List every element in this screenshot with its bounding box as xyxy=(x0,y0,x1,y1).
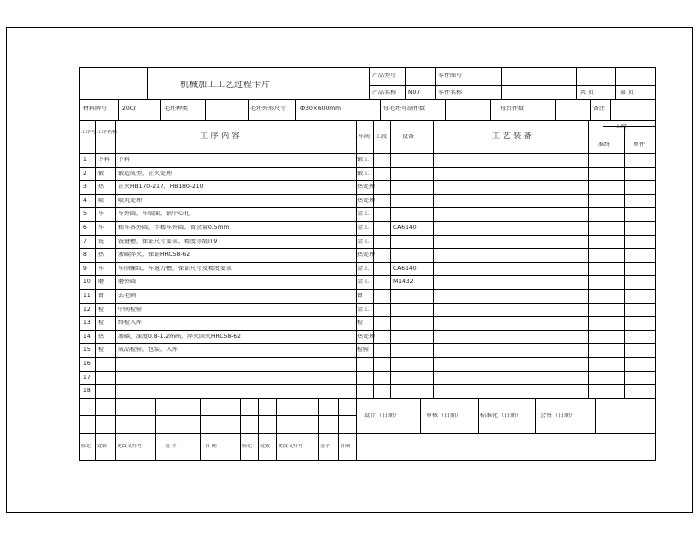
sheet-no-label: 第 页 xyxy=(620,90,634,96)
rule xyxy=(435,68,436,99)
material-value: 20Cr xyxy=(122,106,137,112)
rule xyxy=(95,398,96,461)
product-name-label: 产品名称 xyxy=(372,90,397,96)
table-cell-workshop: 热处理 xyxy=(357,184,376,190)
rule xyxy=(276,398,277,461)
rule xyxy=(160,99,161,120)
rule xyxy=(318,398,319,461)
table-cell-op-content: 喷丸处理 xyxy=(118,198,143,204)
rule xyxy=(420,398,421,433)
rule xyxy=(80,415,356,416)
remarks-label: 备注 xyxy=(593,106,606,112)
rule xyxy=(258,398,259,461)
table-cell-op-no: 10 xyxy=(83,279,91,285)
sign-date-label: 会签（日期） xyxy=(540,413,577,419)
row-rule xyxy=(80,330,656,331)
table-cell-workshop: 锻工 xyxy=(357,157,370,163)
rule xyxy=(205,99,206,120)
rule xyxy=(610,99,611,120)
standard-date-label: 标准化（日期） xyxy=(480,413,523,419)
table-cell-op-content: 车削螺纹，车退刀槽，保证尺寸及精度要求 xyxy=(118,266,233,272)
rule xyxy=(80,153,656,154)
table-cell-op-name: 检 xyxy=(98,347,105,353)
row-rule xyxy=(80,221,656,222)
table-cell-op-content: 磨外圆 xyxy=(118,279,137,285)
table-cell-op-content: 粗车各外圆，半精车外圆，留余量0.5mm xyxy=(118,225,230,231)
table-cell-op-name: 热 xyxy=(98,334,105,340)
table-cell-op-no: 12 xyxy=(83,307,91,313)
table-cell-op-name: 热 xyxy=(98,252,105,258)
row-rule xyxy=(80,180,656,181)
material-label: 材料牌号 xyxy=(83,106,108,112)
table-cell-equipment: CA6140 xyxy=(393,266,417,272)
rule xyxy=(490,99,491,120)
process-card xyxy=(79,67,656,461)
row-rule xyxy=(80,343,656,344)
rule xyxy=(369,68,370,99)
product-model-label: 产品型号 xyxy=(372,73,397,79)
col-workshop: 车间 xyxy=(358,134,371,140)
table-cell-op-content: 正火HB170-217，HB180-210 xyxy=(118,184,204,190)
table-cell-op-name: 磨 xyxy=(98,279,105,285)
table-cell-op-name: 车 xyxy=(98,225,105,231)
footer-signature-2: 签字 xyxy=(320,444,331,449)
table-cell-op-name: 钳 xyxy=(98,293,105,299)
col-equipment: 设备 xyxy=(402,134,415,140)
rule xyxy=(405,68,406,99)
col-op-name: 工序名称 xyxy=(97,130,118,135)
table-cell-workshop: 热处理 xyxy=(357,198,376,204)
table-cell-op-content: 锻造成型，正火处理 xyxy=(118,171,173,177)
table-cell-workshop: 金工 xyxy=(357,225,370,231)
row-rule xyxy=(80,398,656,399)
table-cell-op-no: 8 xyxy=(83,252,87,258)
col-unit-time: 单件 xyxy=(633,142,646,148)
rule xyxy=(80,120,656,121)
footer-mark-2: 标记 xyxy=(242,444,253,449)
col-prep-time: 准终 xyxy=(598,142,611,148)
row-rule xyxy=(80,235,656,236)
rule xyxy=(240,398,241,461)
table-cell-op-content: 中间检验 xyxy=(118,307,143,313)
table-cell-equipment: CA6140 xyxy=(393,225,417,231)
row-rule xyxy=(80,371,656,372)
table-cell-op-content: 成品检验，包装，入库 xyxy=(118,347,179,353)
table-cell-op-no: 5 xyxy=(83,211,87,217)
footer-change-doc-2: 更改文件号 xyxy=(278,444,304,449)
footer-date-2: 日期 xyxy=(340,444,351,449)
rule xyxy=(445,99,446,120)
col-hours: 工时 xyxy=(615,124,628,130)
table-cell-op-content: 去毛刺 xyxy=(118,293,137,299)
table-cell-workshop: 钳 xyxy=(357,293,364,299)
table-cell-workshop: 热处理 xyxy=(357,252,376,258)
rule xyxy=(80,99,656,100)
part-drawing-label: 零件图号 xyxy=(438,73,463,79)
table-cell-op-name: 车 xyxy=(98,211,105,217)
parts-per-unit-label: 每台件数 xyxy=(500,106,525,112)
row-rule xyxy=(80,262,656,263)
col-section: 工段 xyxy=(375,134,388,140)
table-cell-op-name: 检 xyxy=(98,307,105,313)
row-rule xyxy=(80,248,656,249)
table-cell-workshop: 锻工 xyxy=(357,171,370,177)
table-cell-op-name: 热 xyxy=(98,184,105,190)
table-cell-workshop: 热处理 xyxy=(357,334,376,340)
sheet-total-label: 共 页 xyxy=(580,90,594,96)
table-cell-op-content: 终检入库 xyxy=(118,320,143,326)
table-cell-op-content: 下料 xyxy=(118,157,131,163)
row-rule xyxy=(80,357,656,358)
rule xyxy=(369,85,656,86)
row-rule xyxy=(80,289,656,290)
rule xyxy=(200,398,201,461)
rule xyxy=(118,99,119,120)
table-cell-workshop: 检 xyxy=(357,320,364,326)
table-cell-op-no: 2 xyxy=(83,171,87,177)
table-cell-op-name: 锻 xyxy=(98,171,105,177)
rule xyxy=(295,99,296,120)
rule xyxy=(155,398,156,461)
table-cell-op-no: 17 xyxy=(83,375,91,381)
footer-count: 处数 xyxy=(97,444,108,449)
table-cell-op-name: 喷 xyxy=(98,198,105,204)
row-rule xyxy=(80,167,656,168)
row-rule xyxy=(80,194,656,195)
table-cell-workshop: 金工 xyxy=(357,211,370,217)
rule xyxy=(115,398,116,461)
table-cell-op-no: 11 xyxy=(83,293,91,299)
blank-type-label: 毛坯种类 xyxy=(164,106,189,112)
table-cell-op-name: 检 xyxy=(98,320,105,326)
table-cell-op-name: 下料 xyxy=(98,157,111,163)
table-cell-op-no: 4 xyxy=(83,198,87,204)
table-cell-op-no: 16 xyxy=(83,361,91,367)
rule xyxy=(248,99,249,120)
table-cell-workshop: 金工 xyxy=(357,239,370,245)
rule xyxy=(615,68,616,99)
table-cell-op-name: 铣 xyxy=(98,239,105,245)
part-name-label: 零件名称 xyxy=(438,90,463,96)
table-cell-op-content: 渗碳淬火，保证HRC58-62 xyxy=(118,252,191,258)
review-date-label: 审核（日期） xyxy=(426,413,463,419)
table-cell-op-content: 铣键槽，保证尺寸要求，精度等级IT9 xyxy=(118,239,218,245)
footer-count-2: 处数 xyxy=(260,444,271,449)
rule xyxy=(590,99,591,120)
table-cell-op-no: 15 xyxy=(83,347,91,353)
row-rule xyxy=(80,207,656,208)
rule xyxy=(380,99,381,120)
card-title: 机械加工工艺过程卡片 xyxy=(180,81,271,90)
table-cell-op-content: 车外圆，车端面，钻中心孔 xyxy=(118,211,191,217)
table-cell-op-no: 1 xyxy=(83,157,87,163)
table-cell-workshop: 检验 xyxy=(357,347,370,353)
row-rule xyxy=(80,384,656,385)
col-op-content: 工 序 内 容 xyxy=(200,132,240,140)
footer-date: 日 期 xyxy=(205,444,217,449)
rule xyxy=(80,433,656,434)
rule xyxy=(576,68,577,99)
rule xyxy=(501,68,502,99)
blank-size-label: 毛坯外形尺寸 xyxy=(250,106,287,112)
table-cell-op-no: 3 xyxy=(83,184,87,190)
rule xyxy=(595,398,596,433)
table-cell-op-name: 车 xyxy=(98,266,105,272)
rule xyxy=(535,398,536,433)
row-rule xyxy=(80,303,656,304)
rule xyxy=(147,68,148,99)
table-cell-op-no: 7 xyxy=(83,239,87,245)
table-cell-op-no: 18 xyxy=(83,388,91,394)
table-cell-equipment: M1432 xyxy=(393,279,414,285)
product-name-value: N07 xyxy=(408,90,421,96)
footer-signature: 签 字 xyxy=(165,444,177,449)
table-cell-op-no: 6 xyxy=(83,225,87,231)
row-rule xyxy=(80,275,656,276)
rule xyxy=(338,398,339,461)
table-cell-op-no: 13 xyxy=(83,320,91,326)
rule xyxy=(478,398,479,433)
table-cell-op-no: 14 xyxy=(83,334,91,340)
table-cell-op-content: 渗碳，深度0.8-1.2mm，淬火回火HRC58-62 xyxy=(118,334,241,340)
rule xyxy=(603,126,656,127)
design-date-label: 设计（日期） xyxy=(364,413,401,419)
footer-mark: 标记 xyxy=(81,444,92,449)
table-cell-workshop: 金工 xyxy=(357,307,370,313)
blank-size-value: Ф30×600mm xyxy=(300,106,341,112)
parts-per-blank-label: 每毛坯可制件数 xyxy=(383,106,426,112)
table-cell-workshop: 金工 xyxy=(357,266,370,272)
row-rule xyxy=(80,316,656,317)
col-tooling: 工 艺 装 备 xyxy=(492,132,532,140)
table-cell-op-no: 9 xyxy=(83,266,87,272)
rule xyxy=(356,398,357,461)
table-cell-workshop: 金工 xyxy=(357,279,370,285)
rule xyxy=(555,99,556,120)
col-op-no: 工序号 xyxy=(81,130,97,135)
footer-change-doc: 更改文件号 xyxy=(117,444,143,449)
